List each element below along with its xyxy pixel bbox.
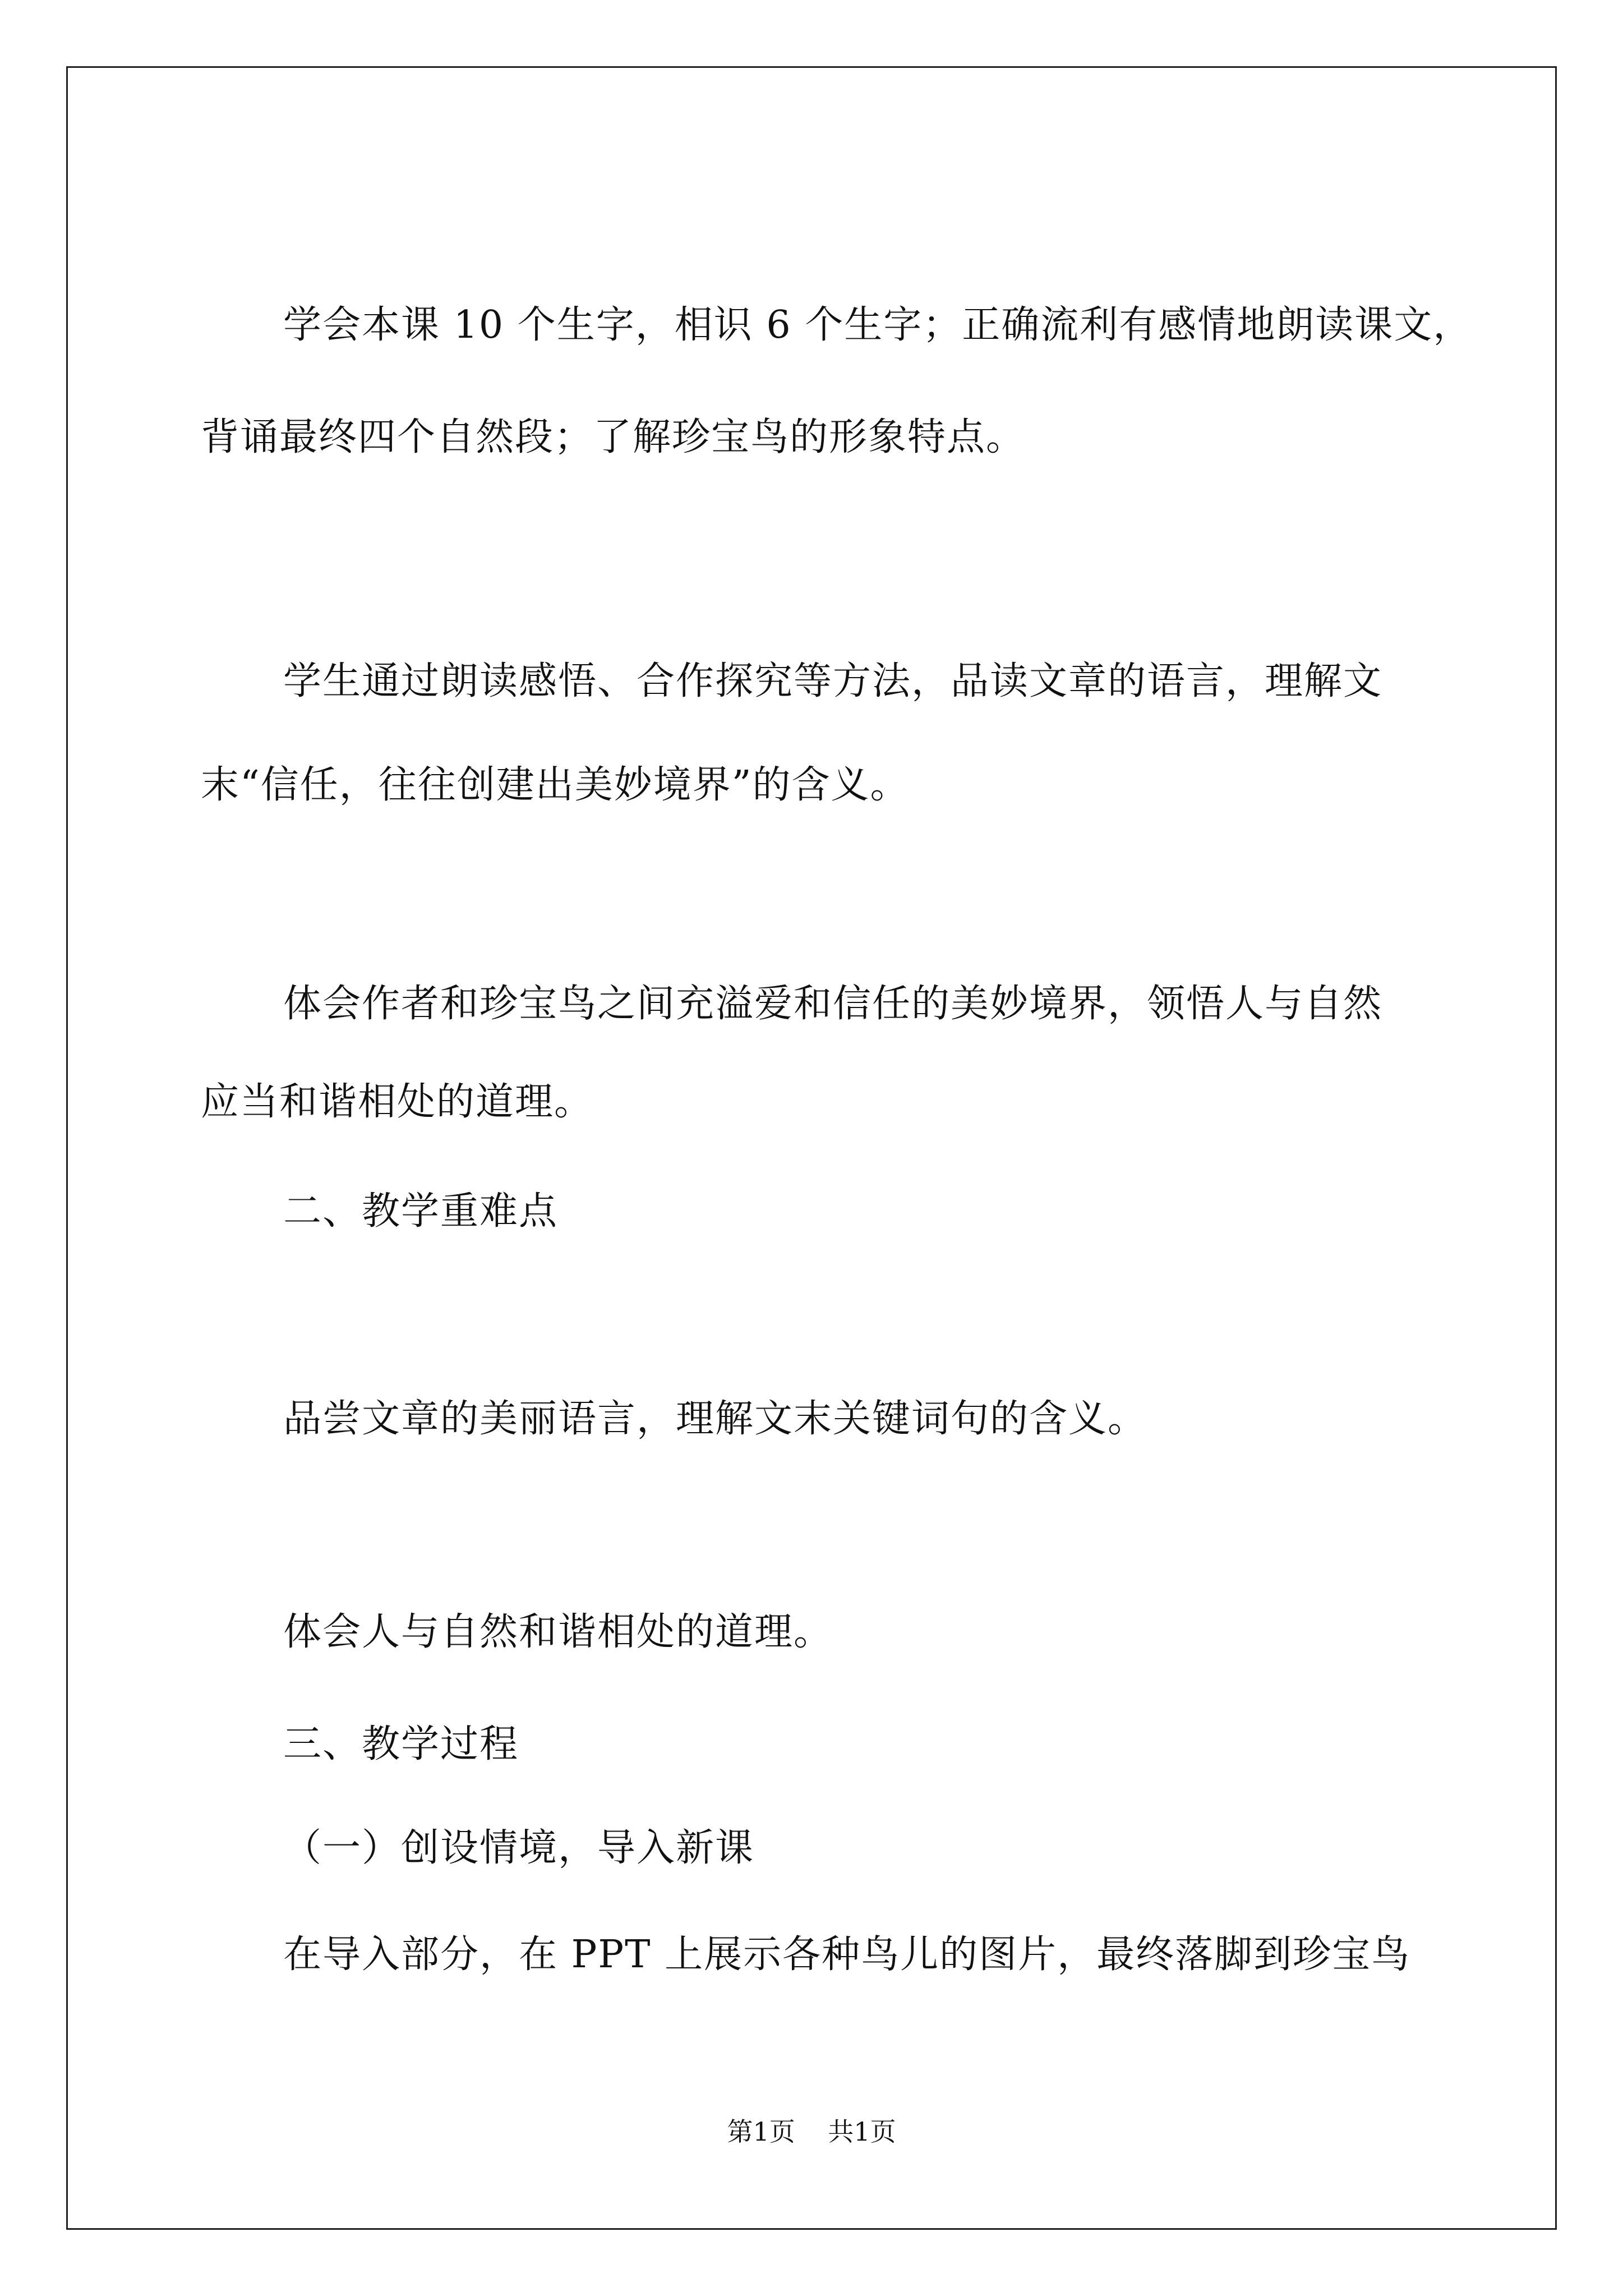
- paragraph-line: 学会本课 10 个生字，相识 6 个生字；正确流利有感情地朗读课文，: [283, 303, 1473, 347]
- paragraph-line: 末“信任，往往创建出美妙境界”的含义。: [201, 763, 910, 807]
- subheading: （一）创设情境，导入新课: [283, 1826, 755, 1870]
- section-heading-2: 二、教学重难点: [283, 1189, 559, 1234]
- intro-paragraph-line: 在导入部分，在 PPT 上展示各种鸟儿的图片，最终落脚到珍宝鸟: [283, 1932, 1411, 1977]
- page-footer: 第1页 共1页: [727, 2116, 896, 2147]
- difficulty-item: 体会人与自然和谐相处的道理。: [283, 1610, 833, 1654]
- paragraph-line: 体会作者和珍宝鸟之间充溢爱和信任的美妙境界，领悟人与自然: [283, 982, 1383, 1026]
- section-heading-3: 三、教学过程: [283, 1722, 519, 1766]
- paragraph-line: 学生通过朗读感悟、合作探究等方法，品读文章的语言，理解文: [283, 659, 1383, 703]
- difficulty-item: 品尝文章的美丽语言，理解文末关键词句的含义。: [283, 1397, 1147, 1441]
- paragraph-line: 应当和谐相处的道理。: [201, 1080, 594, 1124]
- page-border: [66, 66, 1557, 2230]
- paragraph-line: 背诵最终四个自然段；了解珍宝鸟的形象特点。: [201, 415, 1026, 459]
